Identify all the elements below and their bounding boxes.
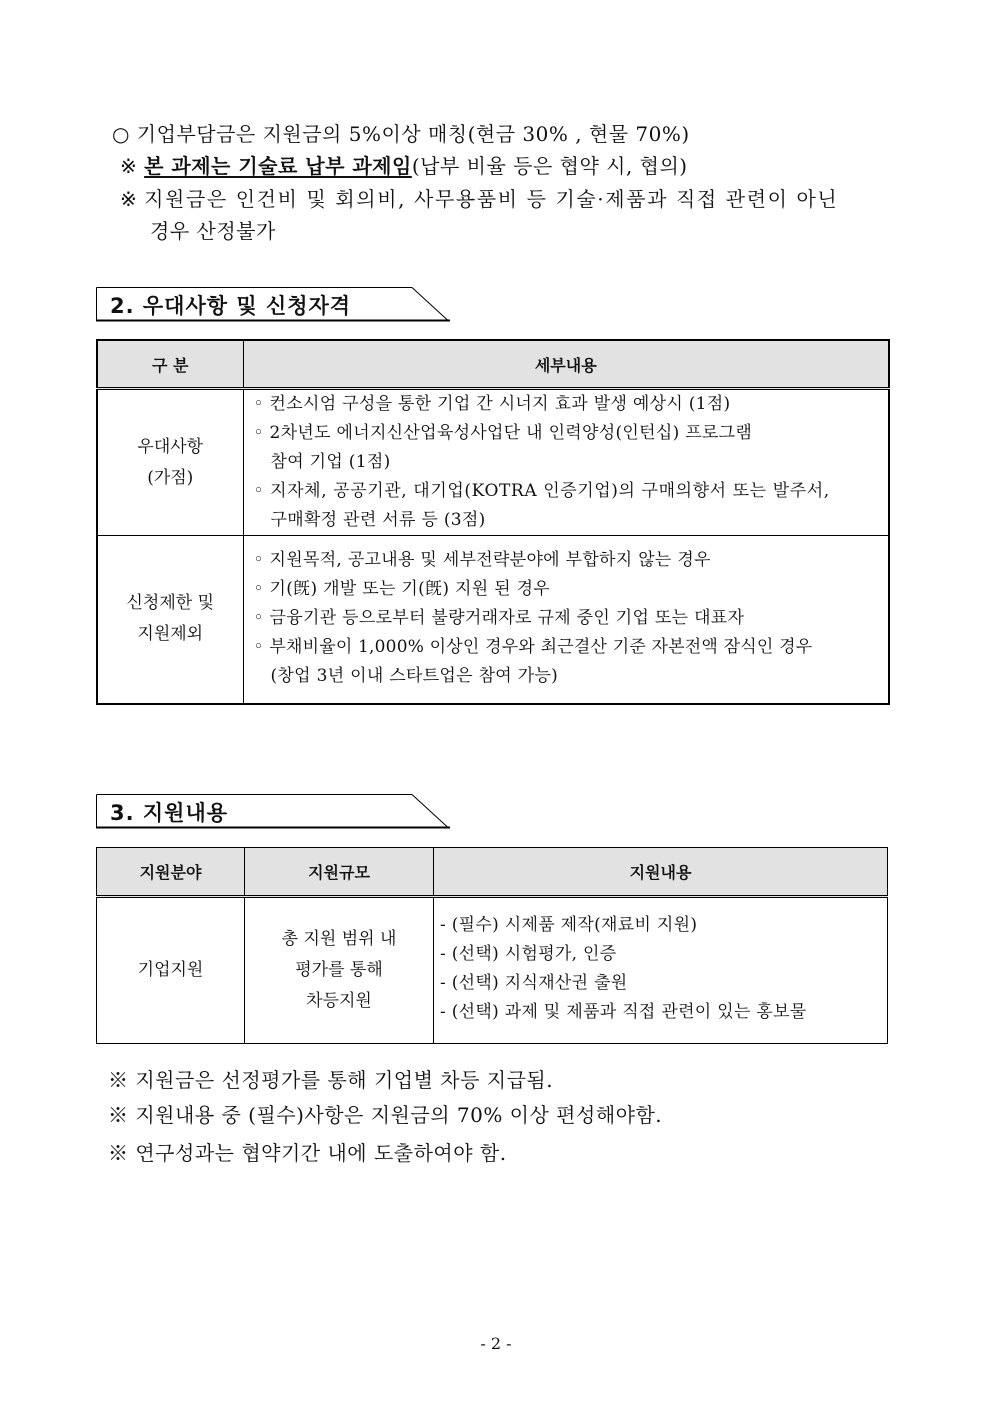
list-item: ◦ 기(旣) 개발 또는 기(旣) 지원 된 경우 xyxy=(253,579,551,599)
cost-note-line2: 경우 산정불가 xyxy=(150,219,276,243)
table-header-row xyxy=(97,340,889,389)
section2-title: 2. 우대사항 및 신청자격 xyxy=(110,294,352,318)
col-header-contents: 지원내용 xyxy=(434,848,888,897)
category-line: 우대사항 xyxy=(137,436,204,457)
page-number: - 2 - xyxy=(480,1334,512,1353)
support-contents-cell xyxy=(434,897,888,1044)
table-row xyxy=(97,897,888,1044)
list-item: ◦ 금융기관 등으로부터 불량거래자로 규제 중인 기업 또는 대표자 xyxy=(253,608,745,628)
intro-note-royalty xyxy=(120,150,688,179)
support-scale-cell xyxy=(245,897,434,1044)
list-item: ◦ 지자체, 공공기관, 대기업(KOTRA 인증기업)의 구매의향서 또는 발주서, xyxy=(253,481,830,501)
col-header-scale: 지원규모 xyxy=(245,848,434,897)
scale-line: 평가를 통해 xyxy=(295,960,383,980)
table-row xyxy=(97,389,889,536)
support-note-required: ※ 지원내용 중 (필수)사항은 지원금의 70% 이상 편성해야함. xyxy=(108,1103,663,1127)
list-item-continuation: 구매확정 관련 서류 등 (3점) xyxy=(270,510,486,530)
cost-note-line1: 지원금은 인건비 및 회의비, 사무용품비 등 기술·제품과 직접 관련이 아닌 xyxy=(144,187,839,211)
note-mark: ※ xyxy=(120,187,138,211)
royalty-emphasis: 본 과제는 기술료 납부 과제임 xyxy=(144,154,412,178)
list-item-continuation: (창업 3년 이내 스타트업은 참여 가능) xyxy=(270,666,559,686)
scale-line: 차등지원 xyxy=(306,991,372,1011)
support-field-cell: 기업지원 xyxy=(97,897,245,1044)
row-category-restriction xyxy=(97,536,243,704)
row-details-restriction xyxy=(243,536,889,704)
col-header-field: 지원분야 xyxy=(97,848,245,897)
list-item: ◦ 부채비율이 1,000% 이상인 경우와 최근결산 기준 자본전액 잠식인 경우 xyxy=(253,637,813,657)
table-row xyxy=(97,536,889,704)
scale-line: 총 지원 범위 내 xyxy=(281,929,397,949)
list-item: - (선택) 시험평가, 인증 xyxy=(440,944,617,964)
preferences-table xyxy=(96,339,890,705)
list-item: ◦ 컨소시엄 구성을 통한 기업 간 시너지 효과 발생 예상시 (1점) xyxy=(253,394,731,414)
list-item: ◦ 2차년도 에너지신산업육성사업단 내 인력양성(인턴십) 프로그램 xyxy=(253,423,753,443)
list-item: - (선택) 지식재산권 출원 xyxy=(440,973,628,993)
list-item: - (선택) 과제 및 제품과 직접 관련이 있는 홍보물 xyxy=(440,1002,807,1022)
intro-bullet-matching: ○ 기업부담금은 지원금의 5%이상 매칭(현금 30% , 현물 70%) xyxy=(112,122,690,146)
section3-heading xyxy=(96,794,450,828)
note-mark: ※ xyxy=(120,154,138,178)
category-line: 신청제한 및 xyxy=(126,593,214,614)
list-item: ◦ 지원목적, 공고내용 및 세부전략분야에 부합하지 않는 경우 xyxy=(253,550,711,570)
col-header-details: 세부내용 xyxy=(243,340,889,389)
intro-note-cost xyxy=(120,183,838,212)
row-details-preference xyxy=(243,389,889,536)
section3-title: 3. 지원내용 xyxy=(110,801,229,825)
royalty-detail: (납부 비율 등은 협약 시, 협의) xyxy=(411,154,688,178)
category-line: (가점) xyxy=(147,467,194,488)
col-header-category: 구 분 xyxy=(97,340,243,389)
section2-heading xyxy=(96,287,450,321)
row-category-preference xyxy=(97,389,243,536)
support-note-deadline: ※ 연구성과는 협약기간 내에 도출하여야 함. xyxy=(108,1141,507,1165)
category-line: 지원제외 xyxy=(137,624,204,645)
list-item: - (필수) 시제품 제작(재료비 지원) xyxy=(440,915,698,935)
list-item-continuation: 참여 기업 (1점) xyxy=(270,452,391,472)
table-header-row xyxy=(97,848,888,897)
support-note-differential: ※ 지원금은 선정평가를 통해 기업별 차등 지급됨. xyxy=(108,1068,554,1092)
support-table xyxy=(96,847,888,1044)
